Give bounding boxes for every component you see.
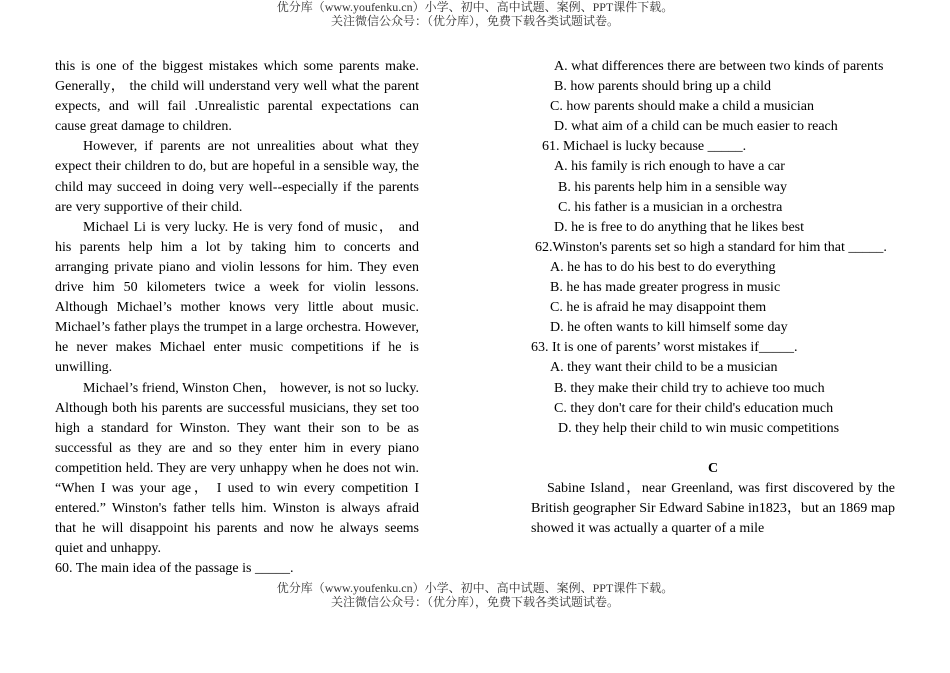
question-60: 60. The main idea of the passage is _____.	[55, 561, 294, 577]
passage-c-paragraph-1: Sabine Island，near Greenland, was first discovered by the British geographer Sir Edward Sabine in1823，but an 1869 map showed it was actually a quarter of a mile	[531, 480, 895, 537]
q63-option-b: B. they make their child try to achieve too much	[554, 380, 825, 396]
question-63: 63. It is one of parents’ worst mistakes if_____.	[531, 340, 798, 356]
passage-paragraph-2: However, if parents are not unrealities about what they expect their children to do, but are hopeful in a sensible way, the child may succeed in doing very well--especially if the parents are very supportive of their child.	[55, 139, 419, 215]
q63-option-d: D. they help their child to win music competitions	[558, 420, 840, 436]
question-62: 62.Winston's parents set so high a standard for him that _____.	[535, 239, 887, 255]
q60-option-d: D. what aim of a child can be much easier to reach	[554, 119, 838, 135]
header-line-2: 关注微信公众号：（优分库），免费下载各类试题试卷。	[330, 14, 619, 28]
q63-option-c: C. they don't care for their child's education much	[554, 400, 834, 416]
q62-option-a: A. he has to do his best to do everything	[550, 259, 776, 275]
q60-option-c: C. how parents should make a child a musician	[550, 99, 814, 115]
q63-option-a: A. they want their child to be a musician	[550, 360, 778, 376]
footer-line-1: 优分库（www.youfenku.cn）小学、初中、高中试题、案例、PPT课件下载。	[276, 581, 674, 595]
footer-line-2: 关注微信公众号：（优分库），免费下载各类试题试卷。	[330, 595, 619, 609]
q60-option-a: A. what differences there are between two kinds of parents	[554, 59, 884, 74]
q61-option-c: C. his father is a musician in a orchestra	[558, 199, 783, 215]
q61-option-a: A. his family is rich enough to have a car	[554, 159, 785, 175]
question-61: 61. Michael is lucky because _____.	[542, 139, 747, 155]
q62-option-b: B. he has made greater progress in music	[550, 280, 781, 296]
passage-paragraph-1: this is one of the biggest mistakes which some parents make. Generally， the child will understand very well what the parent expects, and will fail .Unrealistic parental expectations can cause great damage to children.	[55, 59, 419, 135]
header-line-1: 优分库（www.youfenku.cn）小学、初中、高中试题、案例、PPT课件下载。	[276, 0, 674, 14]
section-c-heading: C	[707, 460, 719, 476]
q62-option-d: D. he often wants to kill himself some day	[550, 320, 788, 336]
q62-option-c: C. he is afraid he may disappoint them	[550, 300, 767, 316]
q60-option-b: B. how parents should bring up a child	[554, 79, 771, 95]
page-header	[0, 0, 950, 28]
q61-option-b: B. his parents help him in a sensible way	[558, 179, 788, 195]
passage-paragraph-3: Michael Li is very lucky. He is very fond of music， and his parents help him a lot by taking him to concerts and arranging private piano and violin lessons for him. They even drive him 50 kilometers twice a week for violin lessons. Although Michael’s mother knows very little about music. Michael’s father plays the trumpet in a large orchestra. However, he never makes Michael enter music competitions if he is unwilling.	[55, 219, 419, 376]
right-column	[531, 57, 895, 539]
q61-option-d: D. he is free to do anything that he likes best	[554, 219, 804, 235]
page-footer	[0, 581, 950, 609]
passage-paragraph-4: Michael’s friend, Winston Chen， however, is not so lucky. Although both his parents are successful musicians, they set too high a standard for Winston. They want their son to be as successful as they are and so they enter him in every piano competition held. They are very unhappy when he does not win. “When I was your age， I used to win every competition I entered.” Winston's father tells him. Winston is always afraid that he will disappoint his parents and now he always seems quiet and unhappy.	[55, 380, 419, 557]
blank-line	[531, 439, 895, 459]
left-column	[55, 57, 419, 579]
